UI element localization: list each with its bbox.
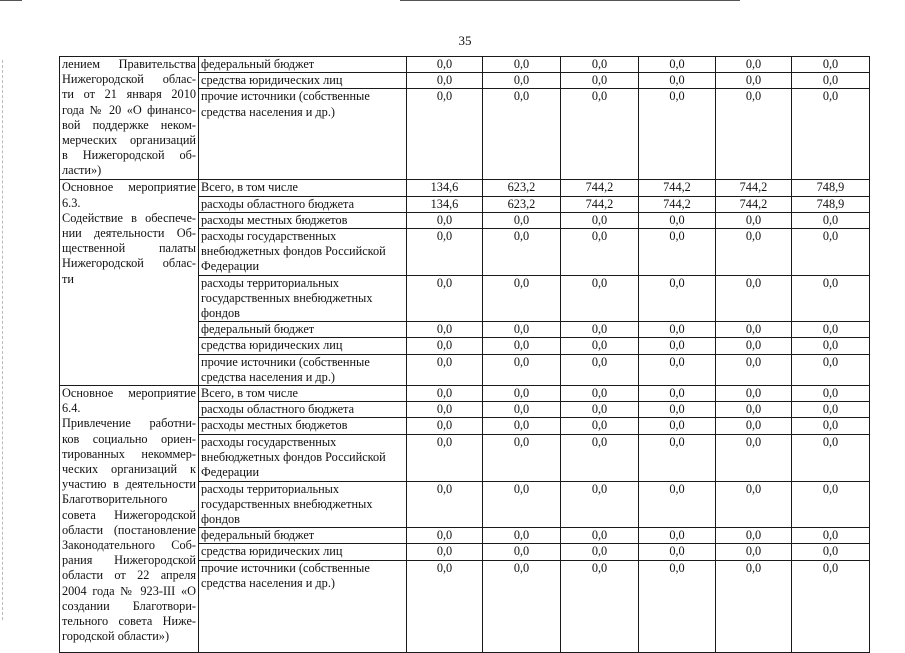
amount-cell: 0,0 xyxy=(483,275,561,322)
amount-cell: 0,0 xyxy=(561,212,639,228)
amount-cell: 0,0 xyxy=(561,73,639,89)
amount-cell: 0,0 xyxy=(716,560,792,652)
funding-source: расходы государственных внебюджетных фондов Российской Федерации xyxy=(199,434,407,481)
description-line: мерческих организаций xyxy=(62,133,196,148)
amount-cell: 0,0 xyxy=(483,57,561,73)
amount-cell: 0,0 xyxy=(716,229,792,276)
amount-cell: 0,0 xyxy=(792,275,870,322)
activity-description xyxy=(60,386,199,653)
binding-edge-marks xyxy=(2,60,4,620)
funding-source: прочие источники (собственные средства населения и др.) xyxy=(199,354,407,385)
amount-cell: 0,0 xyxy=(792,212,870,228)
amount-cell: 0,0 xyxy=(639,528,716,544)
table-row xyxy=(60,57,870,73)
amount-cell: 0,0 xyxy=(639,544,716,560)
amount-cell: 0,0 xyxy=(483,322,561,338)
amount-cell: 0,0 xyxy=(483,434,561,481)
amount-cell: 0,0 xyxy=(407,434,483,481)
description-line: Законодательного Соб- xyxy=(62,538,196,553)
funding-source: расходы областного бюджета xyxy=(199,196,407,212)
amount-cell: 0,0 xyxy=(407,418,483,434)
description-line: 6.4. xyxy=(62,401,81,416)
budget-table xyxy=(59,56,870,653)
amount-cell: 0,0 xyxy=(716,275,792,322)
amount-cell: 744,2 xyxy=(716,196,792,212)
amount-cell: 0,0 xyxy=(483,528,561,544)
funding-source: прочие источники (собственные средства населения и др.) xyxy=(199,89,407,180)
funding-source: прочие источники (собственные средства населения и др.) xyxy=(199,560,407,652)
amount-cell: 0,0 xyxy=(716,418,792,434)
amount-cell: 0,0 xyxy=(792,528,870,544)
amount-cell: 0,0 xyxy=(716,528,792,544)
amount-cell: 748,9 xyxy=(792,196,870,212)
amount-cell: 0,0 xyxy=(407,544,483,560)
description-line: ласти») xyxy=(62,163,102,178)
description-line: тированных некоммер- xyxy=(62,446,196,461)
description-line: в Нижегородской об- xyxy=(62,148,196,163)
amount-cell: 0,0 xyxy=(716,402,792,418)
amount-cell: 0,0 xyxy=(407,386,483,402)
budget-table-body xyxy=(60,57,870,653)
description-line: вой поддержке неком- xyxy=(62,117,196,132)
funding-source: Всего, в том числе xyxy=(199,180,407,196)
amount-cell: 0,0 xyxy=(561,275,639,322)
amount-cell: 748,9 xyxy=(792,180,870,196)
amount-cell: 0,0 xyxy=(561,418,639,434)
amount-cell: 0,0 xyxy=(483,402,561,418)
amount-cell: 0,0 xyxy=(483,229,561,276)
amount-cell: 0,0 xyxy=(561,354,639,385)
funding-source: расходы территориальных государственных внебюджетных фондов xyxy=(199,275,407,322)
amount-cell: 0,0 xyxy=(407,322,483,338)
top-rule-left xyxy=(0,0,22,1)
description-line: тельного совета Ниже- xyxy=(62,614,196,629)
amount-cell: 0,0 xyxy=(639,434,716,481)
amount-cell: 0,0 xyxy=(561,481,639,528)
description-line: рания Нижегородской xyxy=(62,553,196,568)
description-line: Содействие в обеспече- xyxy=(62,210,196,225)
amount-cell: 0,0 xyxy=(716,338,792,354)
amount-cell: 0,0 xyxy=(561,338,639,354)
amount-cell: 0,0 xyxy=(483,544,561,560)
description-line: Основное мероприятие xyxy=(62,180,196,195)
amount-cell: 0,0 xyxy=(716,57,792,73)
amount-cell: 0,0 xyxy=(483,481,561,528)
funding-source: расходы местных бюджетов xyxy=(199,418,407,434)
amount-cell: 0,0 xyxy=(561,229,639,276)
amount-cell: 134,6 xyxy=(407,196,483,212)
amount-cell: 0,0 xyxy=(716,73,792,89)
amount-cell: 0,0 xyxy=(561,57,639,73)
amount-cell: 0,0 xyxy=(792,386,870,402)
amount-cell: 0,0 xyxy=(792,560,870,652)
funding-source: расходы местных бюджетов xyxy=(199,212,407,228)
amount-cell: 0,0 xyxy=(407,212,483,228)
table-row xyxy=(60,386,870,402)
amount-cell: 0,0 xyxy=(639,560,716,652)
amount-cell: 0,0 xyxy=(561,434,639,481)
description-line: 2004 года № 923-III «О xyxy=(62,583,196,598)
amount-cell: 0,0 xyxy=(716,354,792,385)
amount-cell: 0,0 xyxy=(792,544,870,560)
description-line: области (постановление xyxy=(62,522,196,537)
amount-cell: 0,0 xyxy=(639,229,716,276)
amount-cell: 0,0 xyxy=(639,73,716,89)
amount-cell: 0,0 xyxy=(639,322,716,338)
amount-cell: 0,0 xyxy=(639,354,716,385)
funding-source: расходы территориальных государственных внебюджетных фондов xyxy=(199,481,407,528)
amount-cell: 744,2 xyxy=(639,196,716,212)
amount-cell: 0,0 xyxy=(483,386,561,402)
amount-cell: 744,2 xyxy=(561,196,639,212)
amount-cell: 0,0 xyxy=(792,89,870,180)
amount-cell: 0,0 xyxy=(716,322,792,338)
amount-cell: 0,0 xyxy=(716,434,792,481)
amount-cell: 0,0 xyxy=(407,528,483,544)
description-line: Нижегородской облас- xyxy=(62,72,196,87)
amount-cell: 0,0 xyxy=(716,89,792,180)
description-line: ти xyxy=(62,271,74,286)
description-line: года № 20 «О финансо- xyxy=(62,102,196,117)
activity-description xyxy=(60,57,199,180)
amount-cell: 744,2 xyxy=(561,180,639,196)
amount-cell: 0,0 xyxy=(716,544,792,560)
funding-source: федеральный бюджет xyxy=(199,528,407,544)
amount-cell: 0,0 xyxy=(407,354,483,385)
funding-source: Всего, в том числе xyxy=(199,386,407,402)
description-line: области от 22 апреля xyxy=(62,568,196,583)
amount-cell: 0,0 xyxy=(407,560,483,652)
amount-cell: 623,2 xyxy=(483,180,561,196)
amount-cell: 0,0 xyxy=(639,212,716,228)
amount-cell: 0,0 xyxy=(792,354,870,385)
description-line: участию в деятельности xyxy=(62,477,196,492)
amount-cell: 0,0 xyxy=(639,338,716,354)
amount-cell: 0,0 xyxy=(792,434,870,481)
funding-source: средства юридических лиц xyxy=(199,338,407,354)
amount-cell: 0,0 xyxy=(792,338,870,354)
amount-cell: 0,0 xyxy=(716,481,792,528)
funding-source: федеральный бюджет xyxy=(199,57,407,73)
amount-cell: 0,0 xyxy=(716,212,792,228)
description-line: Привлечение работни- xyxy=(62,416,196,431)
funding-source: расходы областного бюджета xyxy=(199,402,407,418)
amount-cell: 0,0 xyxy=(483,560,561,652)
amount-cell: 0,0 xyxy=(792,418,870,434)
amount-cell: 0,0 xyxy=(483,212,561,228)
description-line: лением Правительства xyxy=(62,57,196,71)
description-line: 6.3. xyxy=(62,195,81,210)
amount-cell: 0,0 xyxy=(483,354,561,385)
page-number: 35 xyxy=(458,33,472,48)
amount-cell: 134,6 xyxy=(407,180,483,196)
amount-cell: 0,0 xyxy=(483,338,561,354)
amount-cell: 0,0 xyxy=(639,89,716,180)
amount-cell: 0,0 xyxy=(792,402,870,418)
description-line: ти от 21 января 2010 xyxy=(62,87,196,102)
amount-cell: 0,0 xyxy=(483,418,561,434)
table-row xyxy=(60,180,870,196)
funding-source: средства юридических лиц xyxy=(199,73,407,89)
amount-cell: 623,2 xyxy=(483,196,561,212)
description-line: ков социально ориен- xyxy=(62,431,196,446)
amount-cell: 0,0 xyxy=(792,73,870,89)
description-line: Основное мероприятие xyxy=(62,386,196,401)
description-line: щественной палаты xyxy=(62,241,196,256)
amount-cell: 0,0 xyxy=(407,481,483,528)
funding-source: средства юридических лиц xyxy=(199,544,407,560)
amount-cell: 0,0 xyxy=(792,57,870,73)
amount-cell: 744,2 xyxy=(639,180,716,196)
description-line: Нижегородской облас- xyxy=(62,256,196,271)
description-line: создании Благотвори- xyxy=(62,598,196,613)
amount-cell: 0,0 xyxy=(483,89,561,180)
amount-cell: 0,0 xyxy=(407,229,483,276)
description-line: Благотворительного xyxy=(62,492,168,507)
funding-source: федеральный бюджет xyxy=(199,322,407,338)
amount-cell: 0,0 xyxy=(407,275,483,322)
amount-cell: 0,0 xyxy=(561,386,639,402)
amount-cell: 0,0 xyxy=(792,481,870,528)
description-line: ческих организаций к xyxy=(62,462,196,477)
amount-cell: 0,0 xyxy=(483,73,561,89)
amount-cell: 0,0 xyxy=(639,386,716,402)
description-line: совета Нижегородской xyxy=(62,507,196,522)
amount-cell: 0,0 xyxy=(407,57,483,73)
amount-cell: 0,0 xyxy=(561,560,639,652)
amount-cell: 0,0 xyxy=(407,338,483,354)
top-rule-right xyxy=(400,0,740,1)
amount-cell: 0,0 xyxy=(639,418,716,434)
amount-cell: 0,0 xyxy=(792,322,870,338)
description-line: городской области») xyxy=(62,629,170,644)
funding-source: расходы государственных внебюджетных фондов Российской Федерации xyxy=(199,229,407,276)
amount-cell: 0,0 xyxy=(407,73,483,89)
amount-cell: 0,0 xyxy=(561,89,639,180)
amount-cell: 0,0 xyxy=(407,89,483,180)
amount-cell: 0,0 xyxy=(716,386,792,402)
amount-cell: 744,2 xyxy=(716,180,792,196)
amount-cell: 0,0 xyxy=(792,229,870,276)
amount-cell: 0,0 xyxy=(561,544,639,560)
amount-cell: 0,0 xyxy=(561,528,639,544)
amount-cell: 0,0 xyxy=(639,275,716,322)
description-line: нии деятельности Об- xyxy=(62,226,196,241)
amount-cell: 0,0 xyxy=(407,402,483,418)
amount-cell: 0,0 xyxy=(639,57,716,73)
amount-cell: 0,0 xyxy=(561,322,639,338)
amount-cell: 0,0 xyxy=(639,481,716,528)
amount-cell: 0,0 xyxy=(639,402,716,418)
activity-description xyxy=(60,180,199,386)
amount-cell: 0,0 xyxy=(561,402,639,418)
